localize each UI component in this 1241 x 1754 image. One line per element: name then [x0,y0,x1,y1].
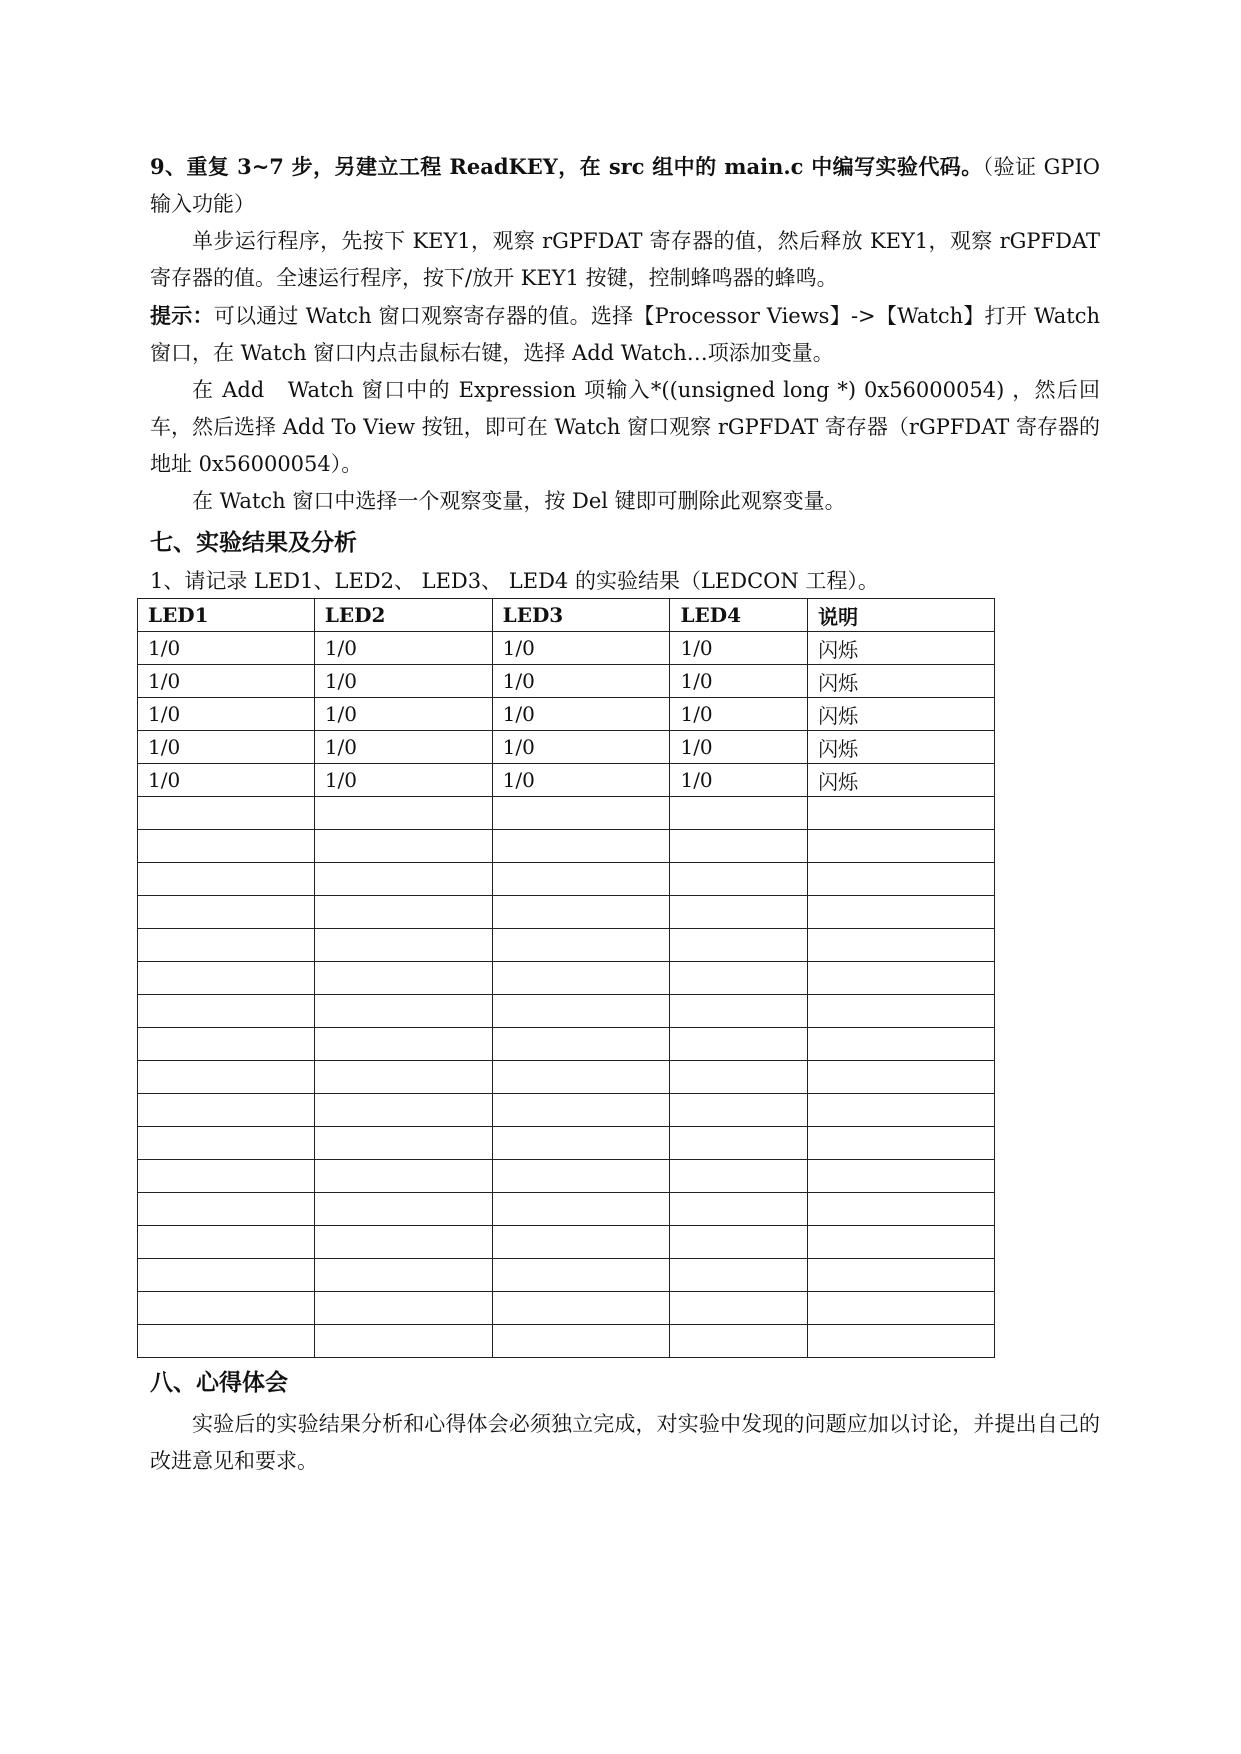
table-row [138,1127,995,1160]
table-cell [808,1160,995,1193]
table-row [138,1061,995,1094]
expression-paragraph: 在 Add Watch 窗口中的 Expression 项输入*((unsigned long *) 0x56000054) ，然后回车，然后选择 Add To View 按钮，即可在 Watch 窗口观察 rGPFDAT 寄存器（rGPFDAT 寄存器的地址 0x56000054）。 [150,378,1100,476]
table-cell: 闪烁 [808,665,995,698]
table-cell: 闪烁 [808,632,995,665]
table-cell [138,1193,315,1226]
table-row [138,1325,995,1358]
table-cell [808,962,995,995]
table-cell [138,1259,315,1292]
section7-title: 七、实验结果及分析 [150,530,357,556]
table-cell: 1/0 [670,632,808,665]
section8-text: 实验后的实验结果分析和心得体会必须独立完成，对实验中发现的问题应加以讨论，并提出自己的改进意见和要求。 [150,1412,1100,1473]
column-header-led3: LED3 [492,599,670,632]
table-row [138,1028,995,1061]
table-cell [808,1127,995,1160]
table-cell [670,797,808,830]
table-cell [670,1028,808,1061]
table-cell: 闪烁 [808,764,995,797]
table-cell [138,1061,315,1094]
column-header-led4: LED4 [670,599,808,632]
table-cell [314,962,492,995]
table-cell: 闪烁 [808,698,995,731]
hint-paragraph [150,297,1100,372]
table-cell [808,1061,995,1094]
table-cell [808,1193,995,1226]
table-cell [670,1259,808,1292]
table-cell [808,863,995,896]
table-cell [314,896,492,929]
table-row [138,1094,995,1127]
table-cell [492,830,670,863]
delete-watch-paragraph: 在 Watch 窗口中选择一个观察变量，按 Del 键即可删除此观察变量。 [192,489,846,513]
table-cell [808,797,995,830]
table-cell [138,1226,315,1259]
table-cell [138,797,315,830]
table-cell [670,830,808,863]
table-cell [808,995,995,1028]
table-row [138,896,995,929]
table-cell [492,1061,670,1094]
table-cell [670,896,808,929]
table-cell [314,1094,492,1127]
hint-label: 提示： [150,303,214,328]
table-cell [492,797,670,830]
table-cell: 1/0 [314,632,492,665]
table-cell [492,1094,670,1127]
table-cell [138,1160,315,1193]
table-row [138,1160,995,1193]
table-cell: 1/0 [492,764,670,797]
run-instructions-paragraph: 单步运行程序，先按下 KEY1，观察 rGPFDAT 寄存器的值，然后释放 KEY1，观察 rGPFDAT 寄存器的值。全速运行程序，按下/放开 KEY1 按键，控制蜂鸣器的蜂鸣。 [150,229,1100,290]
table-row [138,731,995,764]
table-cell: 1/0 [314,665,492,698]
table-cell: 1/0 [670,665,808,698]
table-cell [314,1061,492,1094]
table-cell [314,1160,492,1193]
table-cell [808,1325,995,1358]
step9-heading-note: （验证 GPIO 输入功能） [150,155,1100,216]
column-header-led2: LED2 [314,599,492,632]
table-cell [492,1226,670,1259]
table-cell [138,1325,315,1358]
table-cell [670,1325,808,1358]
table-cell [670,863,808,896]
table-cell: 1/0 [138,731,315,764]
table-cell [492,995,670,1028]
table-cell [314,929,492,962]
table-cell [138,863,315,896]
table-cell [314,797,492,830]
table-row [138,1292,995,1325]
table-cell [492,896,670,929]
table-cell [138,1127,315,1160]
table-row [138,962,995,995]
table-cell [314,1292,492,1325]
led-results-table [137,598,995,1358]
table-cell [670,929,808,962]
table-cell: 1/0 [314,731,492,764]
table-cell: 1/0 [492,632,670,665]
table-cell [138,929,315,962]
step9-heading-paragraph [150,148,1100,223]
table-cell: 1/0 [138,632,315,665]
table-cell [670,1094,808,1127]
table-row [138,764,995,797]
table-cell [808,830,995,863]
table-cell [492,1259,670,1292]
column-header-description: 说明 [808,599,995,632]
table-cell [808,1028,995,1061]
table-cell [314,1259,492,1292]
table-cell: 1/0 [138,764,315,797]
table-cell [138,995,315,1028]
table-cell: 1/0 [492,731,670,764]
hint-text: 可以通过 Watch 窗口观察寄存器的值。选择【Processor Views】->【Watch】打开 Watch 窗口，在 Watch 窗口内点击鼠标右键，选择 Add Watch…项添加变量。 [150,304,1100,365]
table-cell [808,1292,995,1325]
table-cell [314,1193,492,1226]
table-cell: 闪烁 [808,731,995,764]
table-cell [670,995,808,1028]
table-cell [670,1127,808,1160]
table-cell [808,896,995,929]
table-cell [138,830,315,863]
table-cell [314,863,492,896]
table-cell [492,1325,670,1358]
table-cell [138,962,315,995]
table-cell [314,995,492,1028]
table-cell [670,1292,808,1325]
column-header-led1: LED1 [138,599,315,632]
table-cell [138,1292,315,1325]
table-row [138,632,995,665]
table-row [138,698,995,731]
table-cell [492,863,670,896]
table-cell: 1/0 [138,698,315,731]
table-row [138,1193,995,1226]
table-cell [492,929,670,962]
table-cell [670,962,808,995]
table-cell [314,1127,492,1160]
table-cell [492,1127,670,1160]
table-cell [314,1325,492,1358]
table-cell: 1/0 [138,665,315,698]
table-cell [670,1193,808,1226]
table-cell [670,1061,808,1094]
table-cell: 1/0 [314,698,492,731]
table-cell [492,1193,670,1226]
table-cell [138,1094,315,1127]
table-cell [492,962,670,995]
table-cell [808,1094,995,1127]
table-cell [670,1226,808,1259]
table-cell [808,929,995,962]
table-row [138,1226,995,1259]
table-cell [138,896,315,929]
table-cell: 1/0 [314,764,492,797]
table-cell: 1/0 [670,764,808,797]
document-page [150,148,1100,1480]
table-cell [808,1226,995,1259]
table-cell [492,1028,670,1061]
table-row [138,863,995,896]
table-row [138,830,995,863]
table-cell [492,1160,670,1193]
table-row [138,1259,995,1292]
table-caption: 1、请记录 LED1、LED2、 LED3、 LED4 的实验结果（LEDCON 工程）。 [150,569,879,593]
table-cell [314,1226,492,1259]
table-row [138,929,995,962]
table-row [138,995,995,1028]
table-header-row [138,599,995,632]
table-row [138,665,995,698]
table-cell: 1/0 [492,698,670,731]
table-cell [314,1028,492,1061]
section8-title: 八、心得体会 [150,1370,288,1396]
table-row [138,797,995,830]
table-cell [670,1160,808,1193]
table-cell: 1/0 [492,665,670,698]
table-cell [314,830,492,863]
table-cell [492,1292,670,1325]
table-cell: 1/0 [670,698,808,731]
step9-heading: 9、重复 3~7 步，另建立工程 ReadKEY，在 src 组中的 main.c 中编写实验代码。 [150,154,983,179]
table-cell: 1/0 [670,731,808,764]
table-cell [808,1259,995,1292]
table-cell [138,1028,315,1061]
table-body [138,632,995,1358]
